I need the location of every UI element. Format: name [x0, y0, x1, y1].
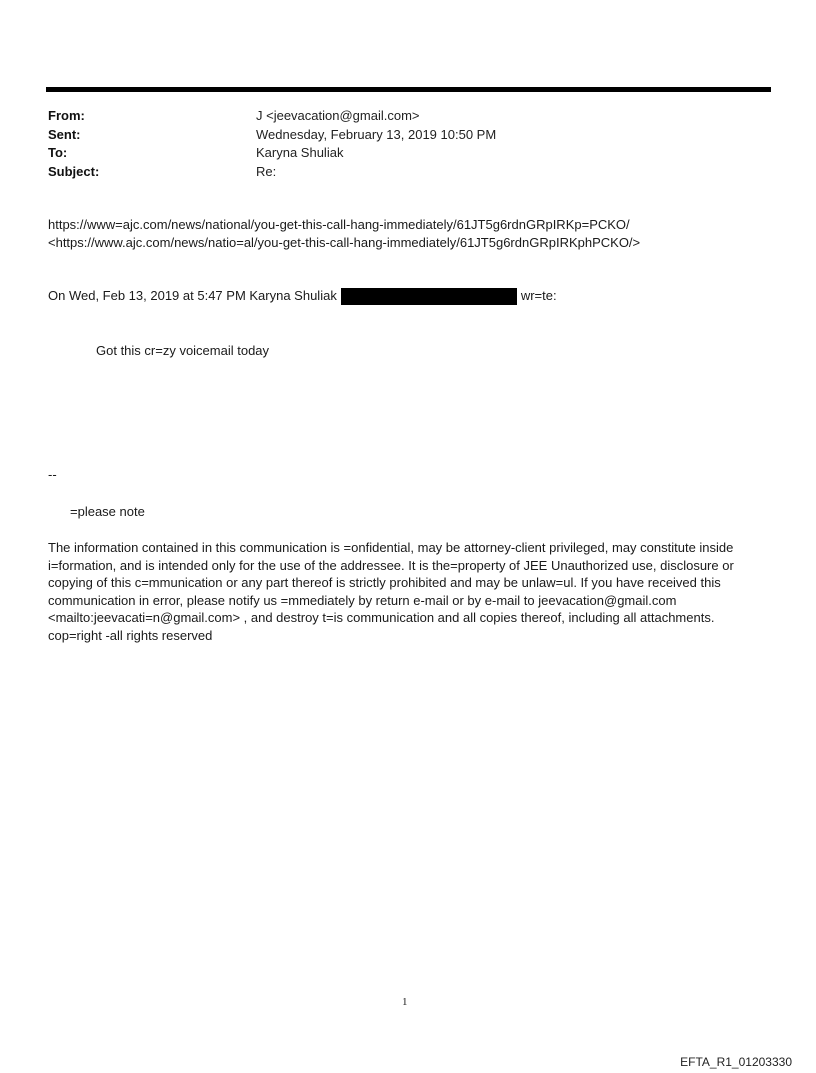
subject-label: Subject:: [48, 163, 100, 179]
to-row: [48, 144, 496, 163]
subject-value: Re:: [256, 163, 277, 179]
from-value: J <jeevacation@gmail.com>: [256, 108, 420, 123]
url-line-1: https://www=ajc.com/news/national/you-get-this-call-hang-immediately/61JT5g6rdnGRpIRKp=PCKO/: [48, 217, 630, 232]
document-id: EFTA_R1_01203330: [680, 1055, 792, 1069]
email-header: [48, 107, 496, 181]
quote-suffix: wr=te:: [520, 288, 557, 303]
sent-label: Sent:: [48, 126, 81, 142]
from-row: [48, 107, 496, 126]
top-rule: [46, 87, 771, 92]
to-value: Karyna Shuliak: [256, 145, 344, 160]
url-block: [48, 216, 640, 252]
subject-row: [48, 163, 496, 182]
confidentiality-disclaimer: The information contained in this communication is =onfidential, may be attorney-client privileged, may constitute inside i=formation, and is intended only for the use of the addressee. It is the=property of JEE Unauthorized use, disclosure or copying of this c=mmunication or any part thereof is strictly prohibited and may be unlaw=ul. If you have received this communication in error, please notify us =mmediately by return e-mail or by e-mail to jeevacation@gmail.com <mailto:jeevacati=n@gmail.com> , and destroy t=is communication and all copies thereof, including all attachments. cop=right -all rights reserved: [48, 540, 734, 643]
signature-separator: --: [48, 467, 57, 482]
from-label: From:: [48, 108, 85, 123]
sent-value: Wednesday, February 13, 2019 10:50 PM: [256, 126, 497, 142]
to-label: To:: [48, 145, 68, 160]
quoted-message: Got this cr=zy voicemail today: [96, 343, 270, 358]
quote-attribution: [48, 287, 557, 305]
sent-row: [48, 126, 496, 145]
url-line-2: <https://www.ajc.com/news/natio=al/you-get-this-call-hang-immediately/61JT5g6rdnGRpIRKphPCKO/>: [48, 235, 641, 250]
quote-intro: On Wed, Feb 13, 2019 at 5:47 PM Karyna Shuliak: [48, 288, 337, 303]
note-line: =please note: [70, 504, 145, 519]
redaction-box: [341, 288, 517, 305]
page-number: 1: [402, 996, 408, 1008]
